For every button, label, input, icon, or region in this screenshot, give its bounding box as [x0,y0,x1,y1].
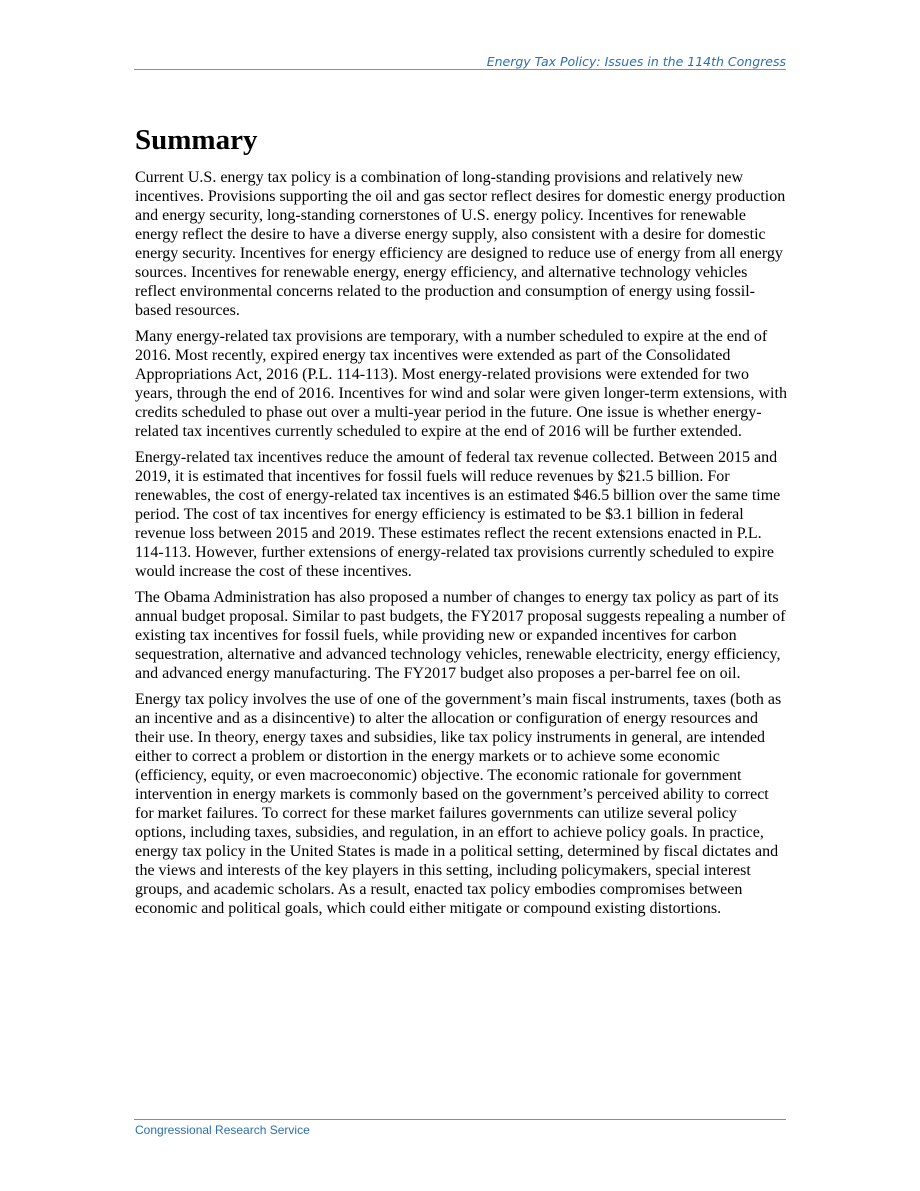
section-title: Summary [135,124,258,156]
header-divider [134,69,786,70]
summary-section [135,122,790,925]
paragraph-5: Energy tax policy involves the use of one of the government’s main fiscal instruments, taxes (both as an incentive and as a disincentive) to alter the allocation or configuration of energy resources and their use. In theory, energy taxes and subsidies, like tax policy instruments in general, are intended either to correct a problem or distortion in the energy markets or to achieve some economic (efficiency, equity, or even macroeconomic) objective. The economic rationale for government intervention in energy markets is commonly based on the government’s perceived ability to correct for market failures. To correct for these market failures governments can utilize several policy options, including taxes, subsidies, and regulation, in an effort to achieve policy goals. In practice, energy tax policy in the United States is made in a political setting, determined by fiscal dictates and the views and interests of the key players in this setting, including policymakers, special interest groups, and academic scholars. As a result, enacted tax policy embodies compromises between economic and political goals, which could either mitigate or compound existing distortions. [135,691,782,917]
footer-organization: Congressional Research Service [135,1123,310,1137]
paragraph-4: The Obama Administration has also proposed a number of changes to energy tax policy as part of its annual budget proposal. Similar to past budgets, the FY2017 proposal suggests repealing a number of existing tax incentives for fossil fuels, while providing new or expanded incentives for carbon sequestration, alternative and advanced technology vehicles, renewable electricity, energy efficiency, and advanced energy manufacturing. The FY2017 budget also proposes a per-barrel fee on oil. [135,589,786,682]
paragraph-2: Many energy-related tax provisions are temporary, with a number scheduled to expire at the end of 2016. Most recently, expired energy tax incentives were extended as part of the Consolidated Appropriations Act, 2016 (P.L. 114-113). Most energy-related provisions were extended for two years, through the end of 2016. Incentives for wind and solar were given longer-term extensions, with credits scheduled to phase out over a multi-year period in the future. One issue is whether energy-related tax incentives currently scheduled to expire at the end of 2016 will be further extended. [135,328,787,440]
running-header-title: Energy Tax Policy: Issues in the 114th Congress [486,54,786,69]
paragraph-3: Energy-related tax incentives reduce the amount of federal tax revenue collected. Between 2015 and 2019, it is estimated that incentives for fossil fuels will reduce revenues by $21.5 billion. For renewables, the cost of energy-related tax incentives is an estimated $46.5 billion over the same time period. The cost of tax incentives for energy efficiency is estimated to be $3.1 billion in federal revenue loss between 2015 and 2019. These estimates reflect the recent extensions enacted in P.L. 114-113. However, further extensions of energy-related tax provisions currently scheduled to expire would increase the cost of these incentives. [135,449,781,580]
paragraph-1: Current U.S. energy tax policy is a combination of long-standing provisions and relatively new incentives. Provisions supporting the oil and gas sector reflect desires for domestic energy production and energy security, long-standing cornerstones of U.S. energy policy. Incentives for renewable energy reflect the desire to have a diverse energy supply, also consistent with a desire for domestic energy security. Incentives for energy efficiency are designed to reduce use of energy from all energy sources. Incentives for renewable energy, energy efficiency, and alternative technology vehicles reflect environmental concerns related to the production and consumption of energy using fossil-based resources. [135,169,786,319]
footer-divider [134,1119,786,1120]
